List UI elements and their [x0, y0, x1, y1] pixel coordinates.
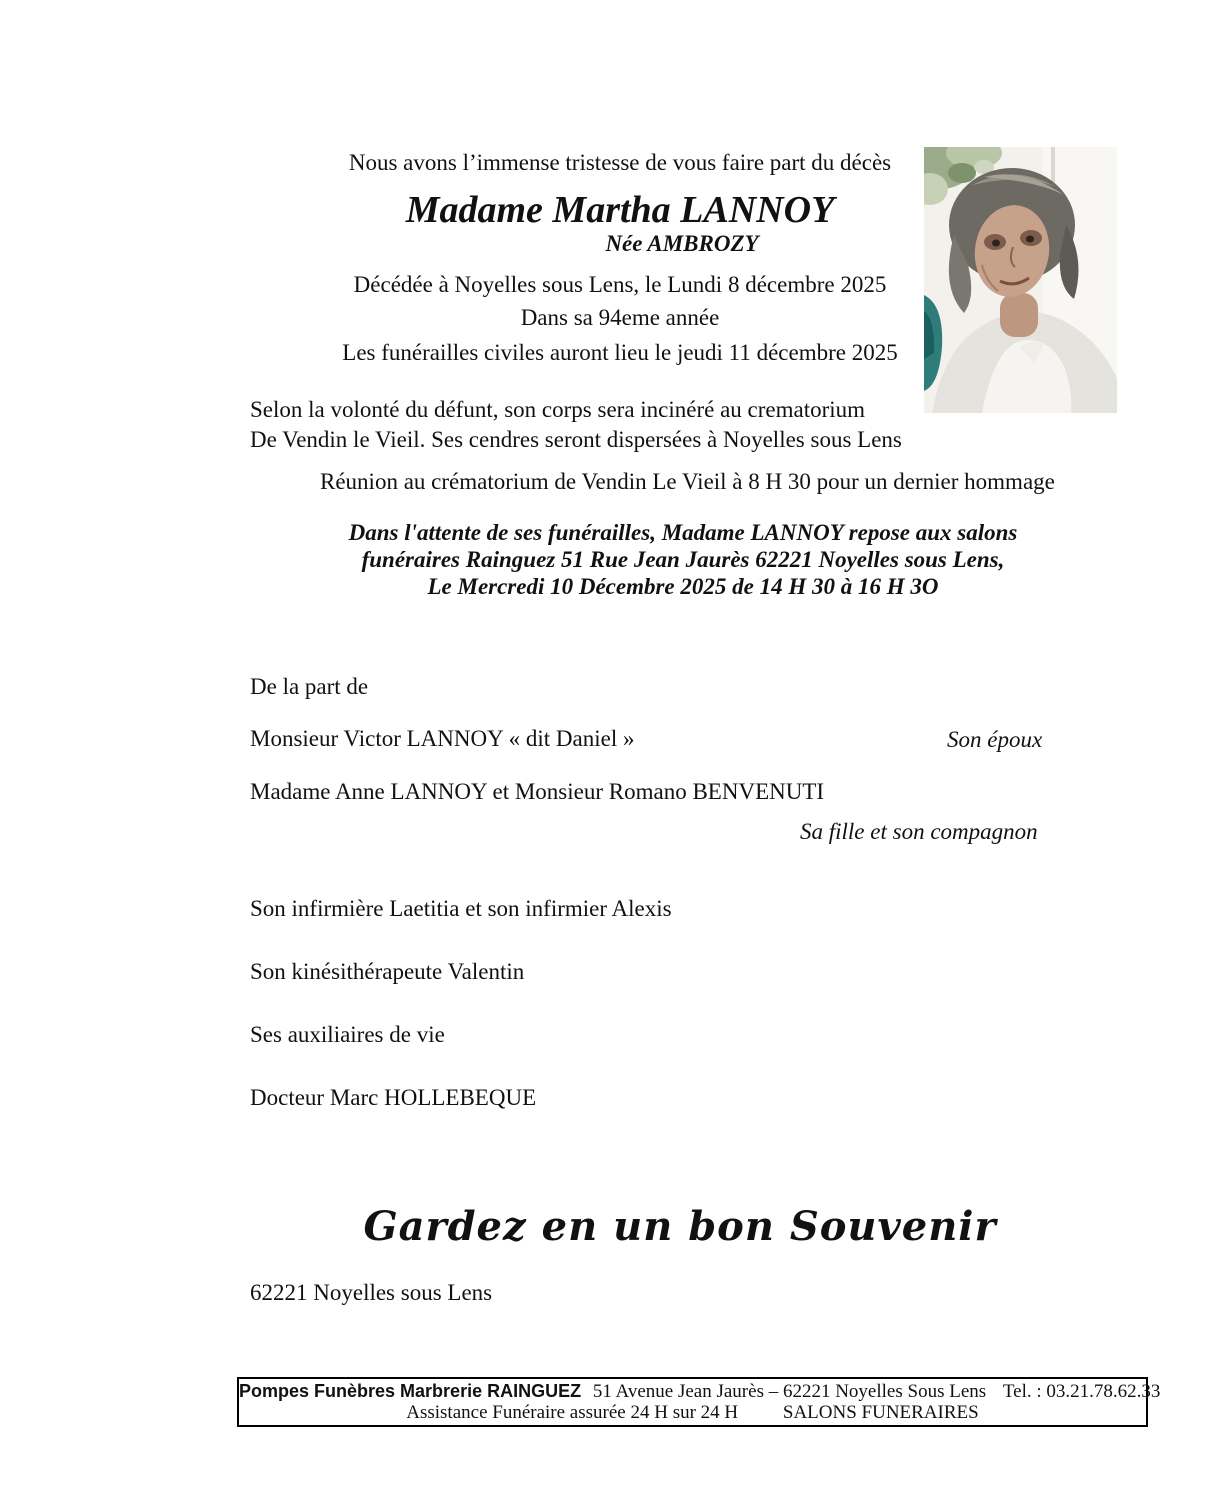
repose-paragraph [250, 519, 1116, 600]
caregiver-line: Ses auxiliaires de vie [250, 1022, 445, 1047]
deceased-portrait-photo [924, 147, 1117, 413]
funeral-home-footer [237, 1377, 1161, 1427]
funeral-home-address: 51 Avenue Jean Jaurès – 62221 Noyelles Sous Lens [592, 1381, 987, 1402]
cremation-line-2: De Vendin le Vieil. Ses cendres seront dispersées à Noyelles sous Lens [250, 427, 902, 452]
from-label: De la part de [250, 674, 369, 699]
portrait-illustration [924, 147, 1117, 413]
family-member-names: Madame Anne LANNOY et Monsieur Romano BENVENUTI [250, 779, 825, 804]
footer-service-text: Assistance Funéraire assurée 24 H sur 24 H [406, 1402, 739, 1423]
footer-line-2 [239, 1402, 1146, 1423]
funeral-line: Les funérailles civiles auront lieu le jeudi 11 décembre 2025 [342, 340, 898, 365]
funeral-home-name: Pompes Funèbres Marbrerie RAINGUEZ [239, 1381, 582, 1401]
gathering-line: Réunion au crématorium de Vendin Le Vieil à 8 H 30 pour un dernier hommage [320, 469, 1055, 494]
family-member-relation: Son époux [947, 727, 1043, 752]
family-member-relation: Sa fille et son compagnon [800, 819, 1038, 844]
cremation-line-1: Selon la volonté du défunt, son corps sera incinéré au crematorium [250, 397, 866, 422]
footer-line-1 [239, 1381, 1161, 1402]
deceased-name: Madame Martha LANNOY [405, 189, 835, 231]
age-line: Dans sa 94eme année [520, 305, 720, 330]
footer-salons-text: SALONS FUNERAIRES [782, 1402, 979, 1423]
death-line: Décédée à Noyelles sous Lens, le Lundi 8 décembre 2025 [353, 272, 887, 297]
caregiver-line: Son kinésithérapeute Valentin [250, 959, 525, 984]
caregiver-line: Son infirmière Laetitia et son infirmier Alexis [250, 896, 672, 921]
repose-line-1: Dans l'attente de ses funérailles, Madame LANNOY repose aux salons [348, 520, 1018, 545]
cremation-paragraph [250, 395, 1010, 455]
repose-line-3: Le Mercredi 10 Décembre 2025 de 14 H 30 à 16 H 3O [427, 574, 939, 599]
maiden-name: Née AMBROZY [605, 231, 759, 256]
caregiver-line: Docteur Marc HOLLEBEQUE [250, 1085, 537, 1110]
farewell-message: Gardez en un bon Souvenir [363, 1203, 997, 1250]
repose-line-2: funéraires Rainguez 51 Rue Jean Jaurès 62221 Noyelles sous Lens, [361, 547, 1005, 572]
announcement-intro: Nous avons l’immense tristesse de vous faire part du décès [348, 150, 892, 175]
family-member-names: Monsieur Victor LANNOY « dit Daniel » [250, 726, 635, 751]
city-line: 62221 Noyelles sous Lens [250, 1280, 493, 1305]
funeral-home-phone: Tel. : 03.21.78.62.33 [1002, 1381, 1161, 1402]
